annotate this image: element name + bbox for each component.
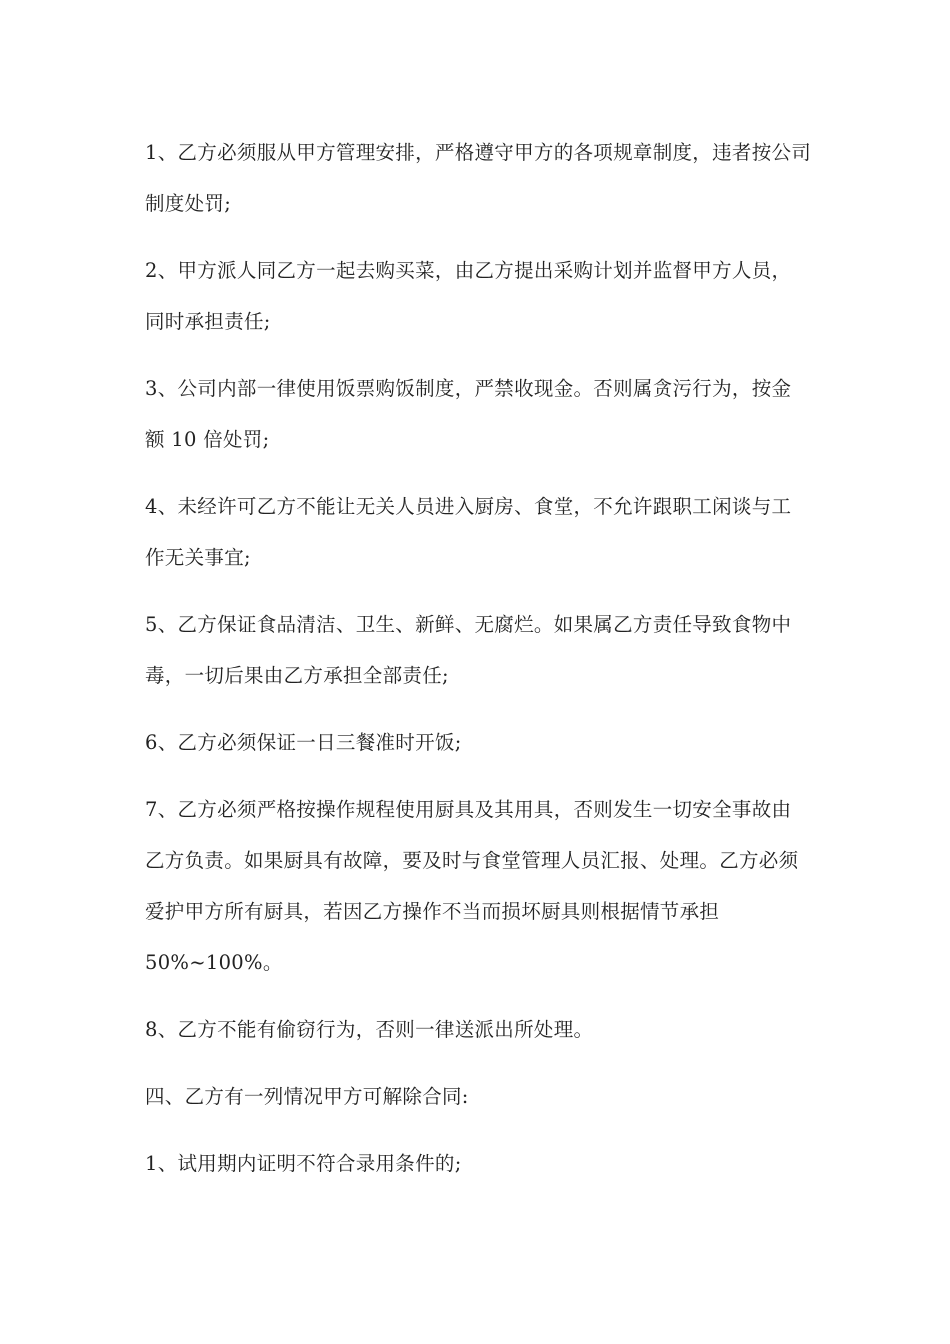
text-line: 作无关事宜; bbox=[145, 546, 251, 569]
text-line: 四、乙方有一列情况甲方可解除合同: bbox=[145, 1085, 469, 1108]
clause-6 bbox=[145, 717, 810, 768]
clause-4 bbox=[145, 481, 810, 583]
clause-8 bbox=[145, 1004, 810, 1055]
clause-7 bbox=[145, 784, 810, 988]
termination-clause-1 bbox=[145, 1138, 810, 1189]
clause-1 bbox=[145, 127, 810, 229]
text-line: 同时承担责任; bbox=[145, 310, 271, 333]
clause-2 bbox=[145, 245, 810, 347]
text-line: 5、乙方保证食品清洁、卫生、新鲜、无腐烂。如果属乙方责任导致食物中 bbox=[145, 613, 792, 636]
clause-5 bbox=[145, 599, 810, 701]
text-line: 毒，一切后果由乙方承担全部责任; bbox=[145, 664, 449, 687]
text-line: 2、甲方派人同乙方一起去购买菜，由乙方提出采购计划并监督甲方人员， bbox=[145, 259, 792, 282]
text-line: 爱护甲方所有厨具，若因乙方操作不当而损坏厨具则根据情节承担 bbox=[145, 900, 720, 923]
text-line: 4、未经许可乙方不能让无关人员进入厨房、食堂，不允许跟职工闲谈与工 bbox=[145, 495, 792, 518]
text-line: 6、乙方必须保证一日三餐准时开饭; bbox=[145, 731, 462, 754]
text-line: 制度处罚; bbox=[145, 192, 232, 215]
text-line: 额 10 倍处罚; bbox=[145, 428, 270, 451]
text-line: 3、公司内部一律使用饭票购饭制度，严禁收现金。否则属贪污行为，按金 bbox=[145, 377, 792, 400]
text-line: 50%~100%。 bbox=[145, 951, 283, 974]
text-line: 7、乙方必须严格按操作规程使用厨具及其用具，否则发生一切安全事故由 bbox=[145, 798, 792, 821]
text-line: 1、试用期内证明不符合录用条件的; bbox=[145, 1152, 462, 1175]
text-line: 8、乙方不能有偷窃行为，否则一律送派出所处理。 bbox=[145, 1018, 594, 1041]
clause-3 bbox=[145, 363, 810, 465]
text-line: 1、乙方必须服从甲方管理安排，严格遵守甲方的各项规章制度，违者按公司 bbox=[145, 141, 812, 164]
text-line: 乙方负责。如果厨具有故障，要及时与食堂管理人员汇报、处理。乙方必须 bbox=[145, 849, 799, 872]
section-heading-4 bbox=[145, 1071, 810, 1122]
document-body bbox=[145, 127, 810, 1205]
